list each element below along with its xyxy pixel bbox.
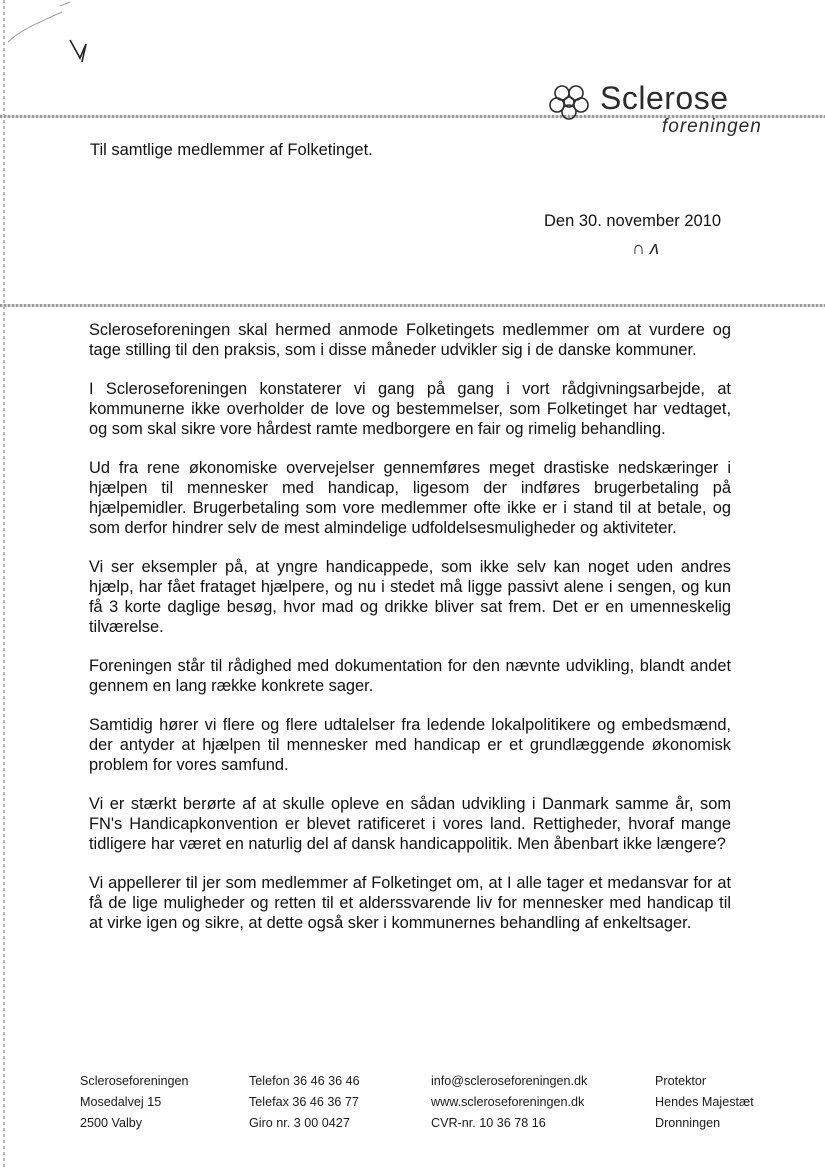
footer-telefon: Telefon 36 46 36 46 bbox=[249, 1074, 360, 1088]
body-paragraph: Vi appellerer til jer som medlemmer af Folketinget om, at I alle tager et medansvar for at få de lige muligheder og retten til et alderssvarende liv for mennesker med handicap til at virke igen og sikre, at dette også sker i kommunernes behandling af enkeltsager. bbox=[89, 874, 731, 932]
footer-protektor: Protektor bbox=[655, 1074, 707, 1088]
body-paragraph: Foreningen står til rådighed med dokumentation for den nævnte udvikling, blandt andet gennem en lang række konkrete sager. bbox=[89, 657, 731, 695]
footer-cvr: CVR-nr. 10 36 78 16 bbox=[431, 1116, 546, 1130]
letter-body bbox=[89, 320, 731, 952]
footer-dronningen: Dronningen bbox=[655, 1116, 721, 1130]
body-paragraph: Samtidig hører vi flere og flere udtalelser fra ledende lokalpolitikere og embedsmænd, der antyder at hjælpen til mennesker med handicap er et grundlæggende økonomisk problem for vores samfund. bbox=[89, 716, 731, 774]
body-paragraph: I Scleroseforeningen konstaterer vi gang på gang i vort rådgivningsarbejde, at kommunerne ikke overholder de love og bestemmelser, som Folketinget har vedtaget, og som skal sikre vore hårdest ramte medborgere en fair og rimelig behandling. bbox=[89, 380, 731, 438]
footer-org: Scleroseforeningen bbox=[80, 1074, 189, 1088]
letter-date: Den 30. november 2010 bbox=[544, 212, 722, 230]
footer-telefax: Telefax 36 46 36 77 bbox=[249, 1095, 359, 1109]
footer-giro: Giro nr. 3 00 0427 bbox=[249, 1116, 350, 1130]
footer-majestaet: Hendes Majestæt bbox=[655, 1095, 754, 1109]
footer-patron bbox=[655, 1071, 754, 1134]
handwritten-initials: ∩ ʌ bbox=[632, 238, 659, 258]
footer-phone bbox=[249, 1071, 360, 1134]
footer-street: Mosedalvej 15 bbox=[80, 1095, 162, 1109]
body-rule bbox=[0, 304, 825, 307]
footer-web bbox=[431, 1071, 587, 1134]
handwritten-mark bbox=[0, 0, 110, 80]
body-paragraph: Vi ser eksempler på, at yngre handicappede, som ikke selv kan noget uden andres hjælp, har fået frataget hjælpere, og nu i stedet må ligge passivt alene i sengen, og kun få 3 korte daglige besøg, hvor mad og drikke bliver sat frem. Det er en umenneskelig tilværelse. bbox=[89, 558, 731, 636]
recipient-line: Til samtlige medlemmer af Folketinget. bbox=[90, 141, 373, 159]
footer-address bbox=[80, 1071, 189, 1134]
body-paragraph: Scleroseforeningen skal hermed anmode Folketingets medlemmer om at vurdere og tage stilling til den praksis, som i disse måneder udvikler sig i de danske kommuner. bbox=[89, 321, 731, 359]
scan-margin-line bbox=[3, 0, 5, 1168]
logo-subword: foreningen bbox=[662, 116, 762, 137]
body-paragraph: Vi er stærkt berørte af at skulle opleve en sådan udvikling i Danmark samme år, som FN's Handicapkonvention er blevet ratificeret i vores land. Rettigheder, hvoraf mange tidligere har været en naturlig del af dansk handicappolitik. Men åbenbart ikke længere? bbox=[89, 795, 731, 853]
footer-city: 2500 Valby bbox=[80, 1116, 143, 1130]
logo-word: Sclerose bbox=[600, 80, 729, 116]
body-paragraph: Ud fra rene økonomiske overvejelser gennemføres meget drastiske nedskæringer i hjælpen til mennesker med handicap, ligesom der indføres brugerbetaling på hjælpemidler. Brugerbetaling som vore medlemmer ofte ikke er i stand til at betale, og som derfor hindrer selv de mest almindelige udfoldelsesmuligheder og aktiviteter. bbox=[89, 459, 731, 537]
footer-email: info@scleroseforeningen.dk bbox=[431, 1074, 588, 1088]
flower-logo-icon bbox=[548, 82, 590, 120]
sclerose-logo bbox=[548, 78, 768, 142]
footer-website: www.scleroseforeningen.dk bbox=[431, 1095, 585, 1109]
